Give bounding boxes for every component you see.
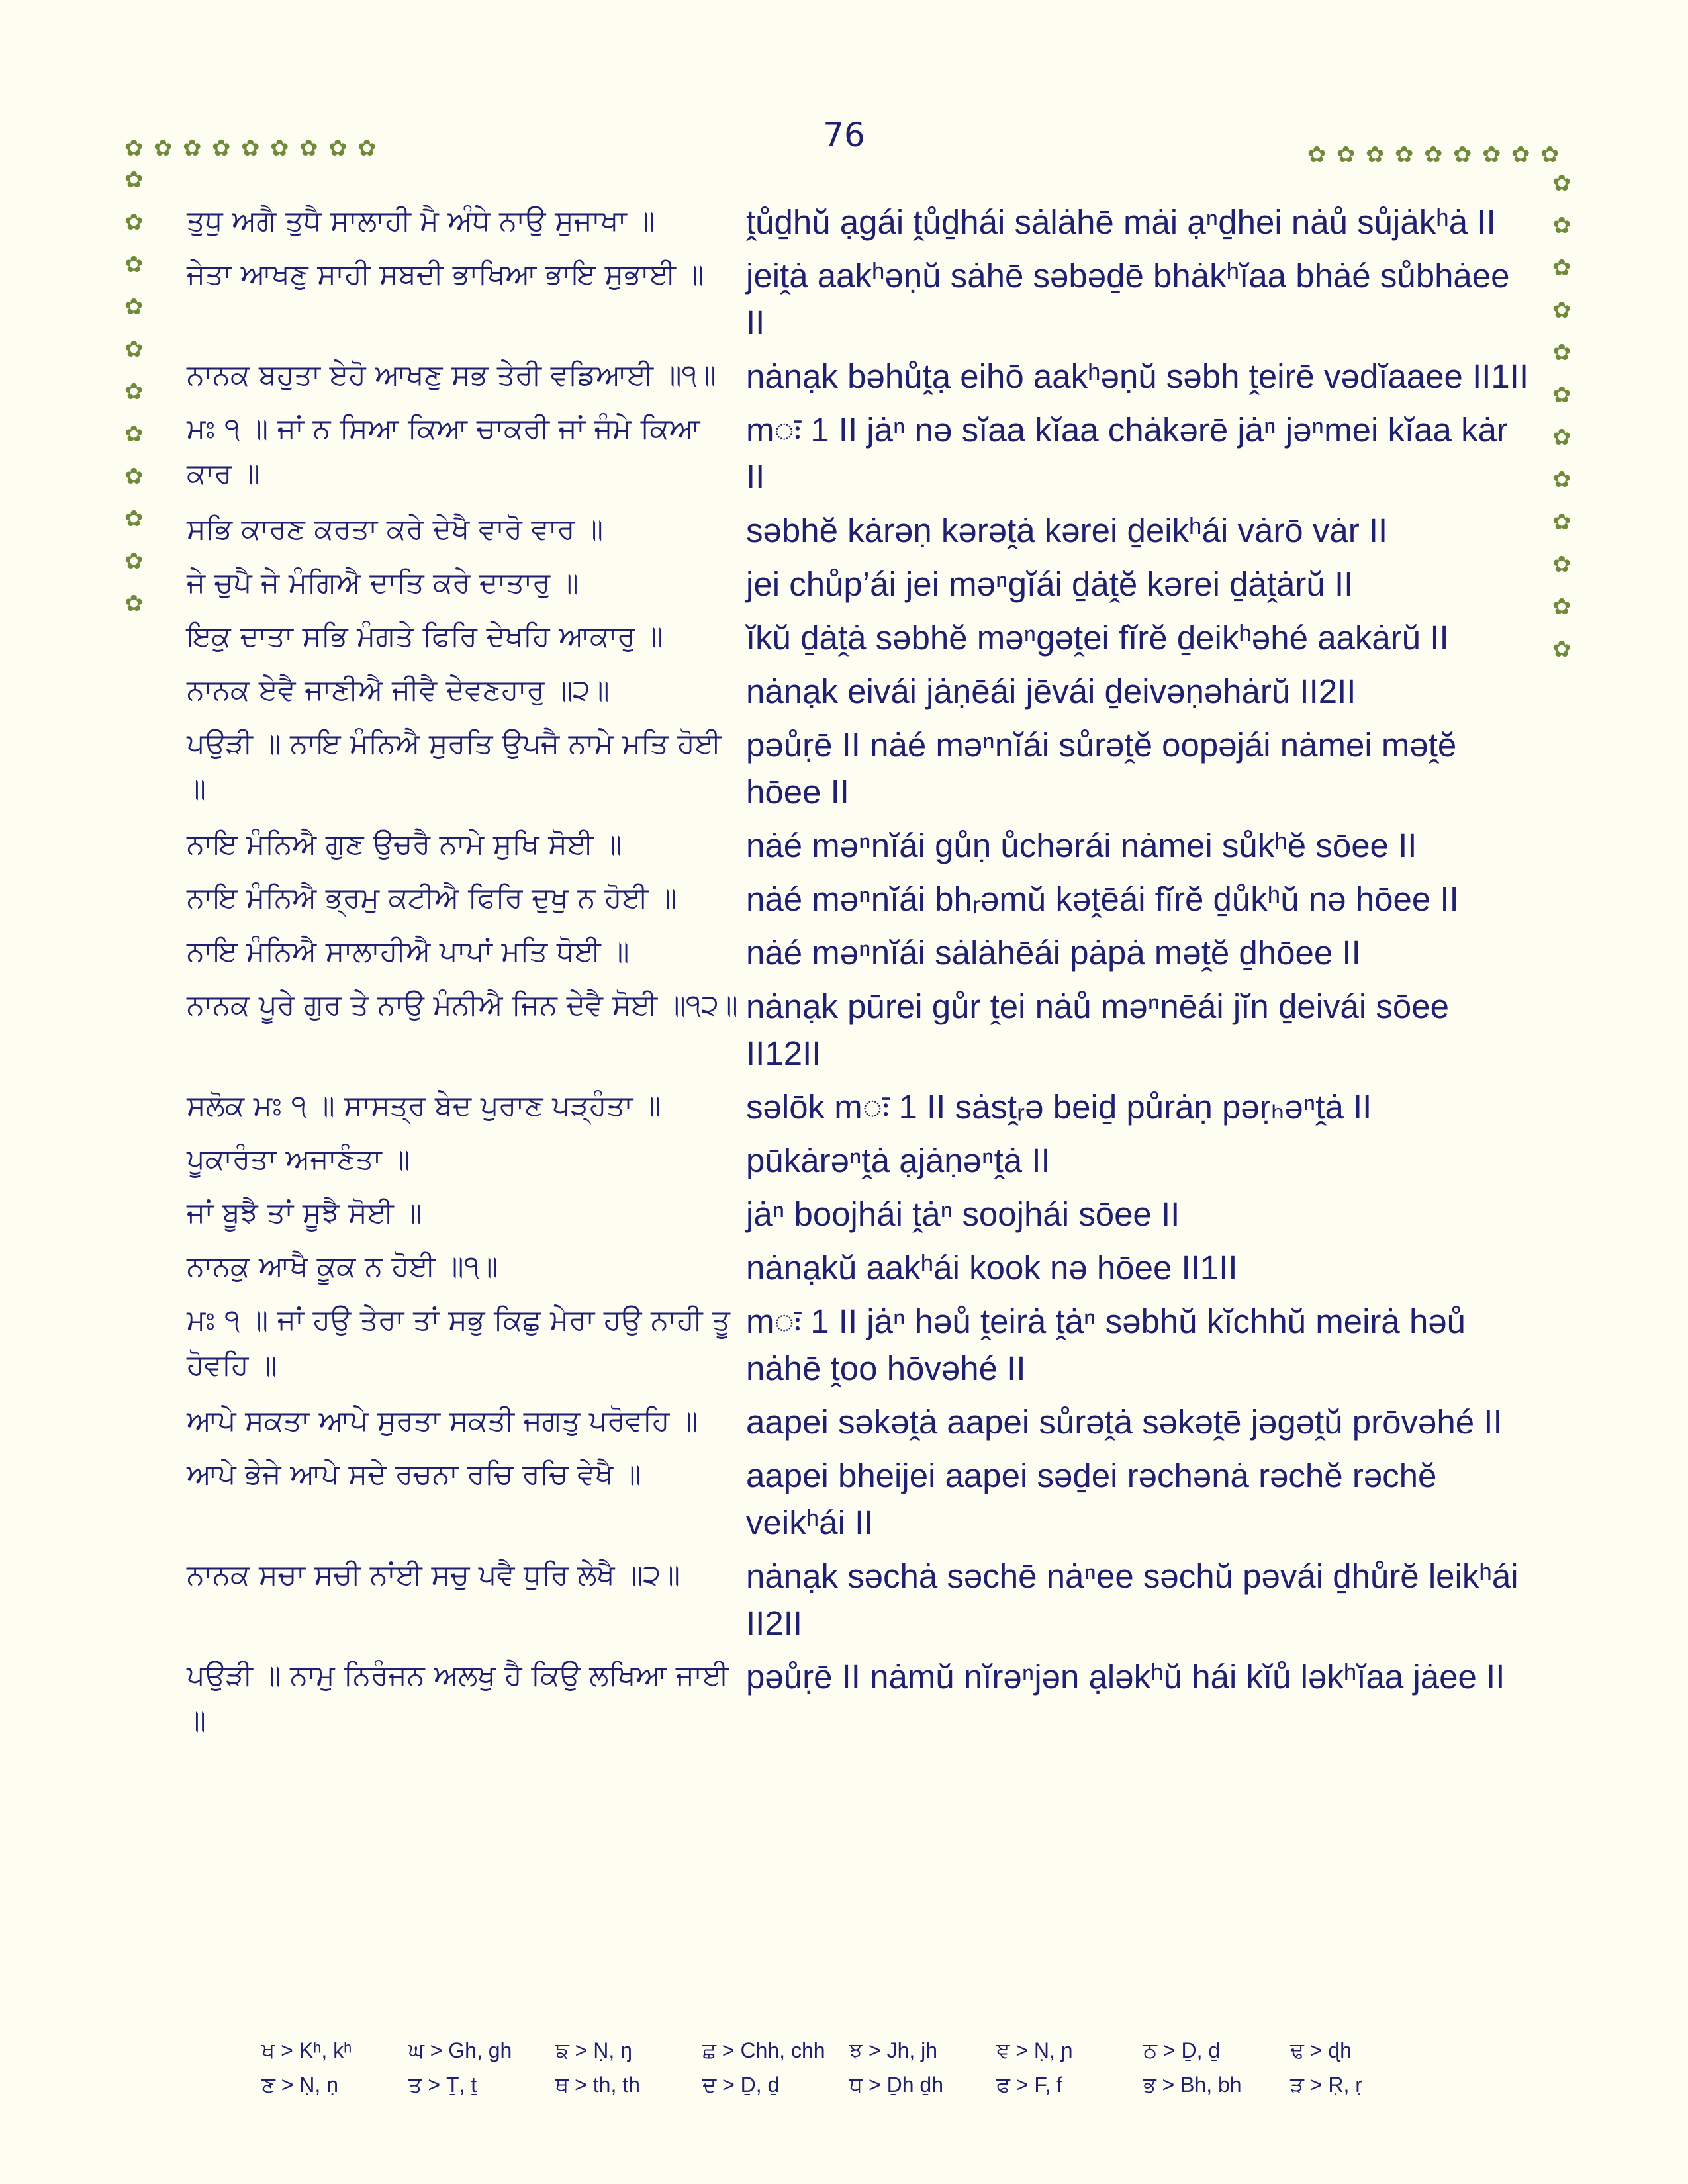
legend-entry: ਝ > Jh, jh xyxy=(849,2038,938,2062)
gurmukhi-line: ਪਉੜੀ ॥ ਨਾਮੁ ਨਿਰੰਜਨ ਅਲਖੁ ਹੈ ਕਿਉ ਲਖਿਆ ਜਾਈ ॥ xyxy=(187,1659,729,1737)
legend-entry: ਥ > th, th xyxy=(555,2073,640,2097)
transliteration-line: ṱůḏhŭ ạgái ṱůḏhái sȧlȧhē mȧi ạⁿḏhei nȧů sůjȧkʰȧ II xyxy=(746,203,1496,241)
legend-entry: ੜ > Ṛ, ṛ xyxy=(1290,2073,1362,2097)
flower-ornament-icon: ✿ xyxy=(124,506,144,532)
flower-ornament-icon: ✿ xyxy=(212,135,231,161)
verse-row xyxy=(187,1553,1530,1647)
verse-row xyxy=(187,668,1530,715)
gurmukhi-line: ਮਃ ੧ ॥ ਜਾਂ ਹਉ ਤੇਰਾ ਤਾਂ ਸਭੁ ਕਿਛੁ ਮੇਰਾ ਹਉ ਨਾਹੀ ਤੂ ਹੋਵਹਿ ॥ xyxy=(187,1304,730,1382)
flower-ornament-icon: ✿ xyxy=(357,135,377,161)
transliteration-line: aapei bheijei aapei səḏei rəchənȧ rəchĕ rəchĕ veikʰái II xyxy=(746,1457,1437,1541)
legend-entry: ਘ > Gh, gh xyxy=(408,2038,512,2062)
flower-ornament-icon: ✿ xyxy=(154,135,173,161)
flower-ornament-icon: ✿ xyxy=(1552,255,1571,281)
gurmukhi-line: ਪਉੜੀ ॥ ਨਾਇ ਮੰਨਿਐ ਸੁਰਤਿ ਉਪਜੈ ਨਾਮੇ ਮਤਿ ਹੋਈ ॥ xyxy=(187,727,722,805)
flower-ornament-icon: ✿ xyxy=(124,548,144,574)
transliteration-line: səlōk mः 1 II sȧsṱᵣə beiḏ půrȧṇ pəṛₕəⁿṱȧ II xyxy=(746,1088,1372,1126)
gurmukhi-line: ਨਾਇ ਮੰਨਿਐ ਗੁਣ ਉਚਰੈ ਨਾਮੇ ਸੁਖਿ ਸੋਈ ॥ xyxy=(187,828,622,861)
flower-ornament-icon: ✿ xyxy=(183,135,202,161)
legend-entry: ਠ > Ḏ, ḏ xyxy=(1143,2038,1221,2062)
gurmukhi-line: ਨਾਨਕ ਬਹੁਤਾ ਏਹੋ ਆਖਣੁ ਸਭ ਤੇਰੀ ਵਡਿਆਈ ॥੧॥ xyxy=(187,359,716,392)
legend-entry: ਤ > Ṯ, ṯ xyxy=(408,2073,477,2097)
flower-ornament-icon: ✿ xyxy=(1552,340,1571,366)
flower-ornament-icon: ✿ xyxy=(124,379,144,405)
flower-ornament-icon: ✿ xyxy=(1552,212,1571,239)
legend-entry: ਧ > Ḏh ḏh xyxy=(849,2073,944,2097)
flower-ornament-icon: ✿ xyxy=(1511,142,1530,168)
legend-row xyxy=(261,2073,1453,2098)
transliteration-line: pəůṛē II nȧmŭ nĭrəⁿjən ạləkʰŭ hái kĭů ləkʰĭaa jȧee II xyxy=(746,1658,1505,1696)
gurmukhi-line: ਨਾਨਕੁ ਆਖੈ ਕੂਕ ਨ ਹੋਈ ॥੧॥ xyxy=(187,1250,498,1283)
gurmukhi-line: ਨਾਇ ਮੰਨਿਐ ਸਾਲਾਹੀਐ ਪਾਪਾਂ ਮਤਿ ਧੋਈ ॥ xyxy=(187,935,630,968)
transliteration-line: ĭkŭ ḏȧṱȧ səbhĕ məⁿgəṱei fĭrĕ ḏeikʰəhé aakȧrŭ II xyxy=(746,619,1449,657)
verse-row xyxy=(187,876,1530,923)
gurmukhi-line: ਜੇ ਚੁਪੈ ਜੇ ਮੰਗਿਐ ਦਾਤਿ ਕਰੇ ਦਾਤਾਰੁ ॥ xyxy=(187,567,579,600)
legend-entry: ਙ > Ṇ, ŋ xyxy=(555,2038,632,2062)
legend-entry: ਛ > Chh, chh xyxy=(702,2038,825,2062)
flower-ornament-icon: ✿ xyxy=(124,463,144,490)
verse-row xyxy=(187,1398,1530,1445)
gurmukhi-line: ਨਾਨਕ ਸਚਾ ਸਚੀ ਨਾਂਈ ਸਚੁ ਪਵੈ ਧੁਰਿ ਲੇਖੈ ॥੨॥ xyxy=(187,1559,680,1592)
flower-ornament-icon: ✿ xyxy=(1552,594,1571,620)
transliteration-line: səbhĕ kȧrəṇ kərəṱȧ kərei ḏeikʰái vȧrō vȧr II xyxy=(746,512,1388,549)
flower-ornament-icon: ✿ xyxy=(1395,142,1414,168)
flower-ornament-icon: ✿ xyxy=(124,294,144,320)
transliteration-line: pūkȧrəⁿṱȧ ạjȧṇəⁿṱȧ II xyxy=(746,1142,1051,1179)
flower-ornament-icon: ✿ xyxy=(1552,551,1571,578)
legend-entry: ਞ > Ṇ, ɲ xyxy=(996,2038,1073,2062)
transliteration-line: nȧnạk səchȧ səchē nȧⁿee səchŭ pəvái ḏhůrĕ leikʰái II2II xyxy=(746,1557,1519,1642)
transliteration-line: jei chůp’ái jei məⁿgĭái ḏȧṱĕ kərei ḏȧṱȧrŭ II xyxy=(746,565,1354,603)
flower-ornament-icon: ✿ xyxy=(1552,467,1571,493)
flower-ornament-icon: ✿ xyxy=(1366,142,1385,168)
flower-ornament-icon: ✿ xyxy=(1453,142,1472,168)
transliteration-line: nȧnạkŭ aakʰái kook nə hōee II1II xyxy=(746,1249,1238,1287)
transliteration-line: nȧé məⁿnĭái sȧlȧhēái pȧpȧ məṱĕ ḏhōee II xyxy=(746,934,1361,972)
transliteration-line: aapei səkəṱȧ aapei sůrəṱȧ səkəṱē jəgəṱŭ prōvəhé II xyxy=(746,1403,1503,1441)
flower-ornament-icon: ✿ xyxy=(241,135,260,161)
verse-row xyxy=(187,1298,1530,1392)
verse-row xyxy=(187,1137,1530,1184)
legend-entry: ਣ > Ṇ, ṇ xyxy=(261,2073,338,2097)
flower-ornament-icon: ✿ xyxy=(270,135,289,161)
verse-row xyxy=(187,1653,1530,1743)
flower-ornament-icon: ✿ xyxy=(1552,509,1571,535)
verse-row xyxy=(187,614,1530,661)
transliteration-line: jeiṱȧ aakʰəṇŭ sȧhē səbəḏē bhȧkʰĭaa bhȧé sůbhȧee II xyxy=(746,257,1510,341)
gurmukhi-line: ਆਪੇ ਭੇਜੇ ਆਪੇ ਸਦੇ ਰਚਨਾ ਰਚਿ ਰਚਿ ਵੇਖੈ ॥ xyxy=(187,1458,641,1491)
flower-ornament-icon: ✿ xyxy=(1540,142,1560,168)
flower-ornament-icon: ✿ xyxy=(124,167,144,193)
verse-row xyxy=(187,406,1530,500)
transliteration-line: nȧnạk eivái jȧṇēái jēvái ḏeivəṇəhȧrŭ II2II xyxy=(746,672,1356,710)
page-number: 76 xyxy=(823,116,865,154)
legend-row xyxy=(261,2038,1453,2064)
verse-row xyxy=(187,1083,1530,1130)
verse-row xyxy=(187,929,1530,976)
legend-entry: ਖ > Kʰ, kʰ xyxy=(261,2038,352,2062)
transliteration-line: jȧⁿ boojhái ṱȧⁿ soojhái sōee II xyxy=(746,1195,1180,1233)
flower-ornament-icon: ✿ xyxy=(124,421,144,447)
flower-ornament-icon: ✿ xyxy=(1552,424,1571,451)
legend-entry: ਢ > ɖh xyxy=(1290,2038,1352,2062)
gurmukhi-line: ਸਭਿ ਕਾਰਣ ਕਰਤਾ ਕਰੇ ਦੇਖੈ ਵਾਰੋ ਵਾਰ ॥ xyxy=(187,513,604,546)
flower-ornament-icon: ✿ xyxy=(124,251,144,278)
gurmukhi-line: ਨਾਇ ਮੰਨਿਐ ਭ੍ਰਮੁ ਕਟੀਐ ਫਿਰਿ ਦੁਖੁ ਨ ਹੋਈ ॥ xyxy=(187,882,677,915)
legend-entry: ਦ > Ḏ, ḏ xyxy=(702,2073,780,2097)
flower-ornament-icon: ✿ xyxy=(1424,142,1443,168)
flower-ornament-icon: ✿ xyxy=(1552,382,1571,408)
legend-entry: ਫ > F, f xyxy=(996,2073,1063,2097)
gurmukhi-line: ਇਕੁ ਦਾਤਾ ਸਭਿ ਮੰਗਤੇ ਫਿਰਿ ਦੇਖਹਿ ਆਕਾਰੁ ॥ xyxy=(187,620,663,653)
flower-ornament-icon: ✿ xyxy=(124,135,144,161)
transliteration-line: nȧnạk bəhůṱạ eihō aakʰəṇŭ səbh ṱeirē vədĭaaee II1II xyxy=(746,357,1529,395)
flower-ornament-icon: ✿ xyxy=(1552,636,1571,662)
transliteration-line: nȧé məⁿnĭái bhᵣəmŭ kəṱēái fĭrĕ ḏůkʰŭ nə hōee II xyxy=(746,880,1459,918)
flower-ornament-icon: ✿ xyxy=(1552,170,1571,197)
gurmukhi-line: ਨਾਨਕ ਪੂਰੇ ਗੁਰ ਤੇ ਨਾਉ ਮੰਨੀਐ ਜਿਨ ਦੇਵੈ ਸੋਈ ॥੧੨॥ xyxy=(187,989,738,1022)
gurmukhi-line: ਤੁਧੁ ਅਗੈ ਤੁਧੈ ਸਾਲਾਹੀ ਮੈ ਅੰਧੇ ਨਾਉ ਸੁਜਾਖਾ ॥ xyxy=(187,205,655,238)
verse-table xyxy=(187,199,1530,1750)
flower-ornament-icon: ✿ xyxy=(124,590,144,617)
transliteration-line: mः 1 II jȧⁿ nə sĭaa kĭaa chȧkərē jȧⁿ jəⁿmei kĭaa kȧr II xyxy=(746,411,1508,496)
verse-row xyxy=(187,1191,1530,1238)
flower-ornament-icon: ✿ xyxy=(124,336,144,363)
verse-row xyxy=(187,507,1530,554)
gurmukhi-line: ਜਾਂ ਬੂਝੈ ਤਾਂ ਸੂਝੈ ਸੋਈ ॥ xyxy=(187,1197,422,1230)
transliteration-line: mः 1 II jȧⁿ həů ṱeirȧ ṱȧⁿ səbhŭ kĭchhŭ meirȧ həů nȧhē ṱoo hōvəhé II xyxy=(746,1302,1466,1387)
transliteration-legend xyxy=(261,2038,1453,2107)
verse-row xyxy=(187,822,1530,869)
transliteration-line: pəůṛē II nȧé məⁿnĭái sůrəṱĕ oopəjái nȧmei məṱĕ hōee II xyxy=(746,726,1457,811)
verse-row xyxy=(187,353,1530,400)
verse-row xyxy=(187,1452,1530,1546)
flower-ornament-icon: ✿ xyxy=(1552,297,1571,324)
verse-row xyxy=(187,983,1530,1077)
flower-ornament-icon: ✿ xyxy=(328,135,348,161)
verse-row xyxy=(187,721,1530,815)
verse-row xyxy=(187,252,1530,346)
flower-ornament-icon: ✿ xyxy=(1482,142,1501,168)
flower-ornament-icon: ✿ xyxy=(299,135,318,161)
verse-row xyxy=(187,1244,1530,1291)
gurmukhi-line: ਮਃ ੧ ॥ ਜਾਂ ਨ ਸਿਆ ਕਿਆ ਚਾਕਰੀ ਜਾਂ ਜੰਮੇ ਕਿਆ ਕਾਰ ॥ xyxy=(187,412,700,490)
legend-entry: ਭ > Bh, bh xyxy=(1143,2073,1242,2097)
gurmukhi-line: ਪੂਕਾਰੰਤਾ ਅਜਾਣੰਤਾ ॥ xyxy=(187,1143,410,1176)
flower-ornament-icon: ✿ xyxy=(124,209,144,236)
gurmukhi-line: ਆਪੇ ਸਕਤਾ ਆਪੇ ਸੁਰਤਾ ਸਕਤੀ ਜਗਤੁ ਪਰੋਵਹਿ ॥ xyxy=(187,1404,698,1437)
transliteration-line: nȧnạk pūrei gůr ṱei nȧů məⁿnēái jĭn ḏeivái sōee II12II xyxy=(746,987,1449,1072)
gurmukhi-line: ਜੇਤਾ ਆਖਣੁ ਸਾਹੀ ਸਬਦੀ ਭਾਖਿਆ ਭਾਇ ਸੁਭਾਈ ॥ xyxy=(187,258,704,291)
gurmukhi-line: ਨਾਨਕ ਏਵੈ ਜਾਣੀਐ ਜੀਵੈ ਦੇਵਣਹਾਰੁ ॥੨॥ xyxy=(187,674,610,707)
gurmukhi-line: ਸਲੋਕ ਮਃ ੧ ॥ ਸਾਸਤ੍ਰ ਬੇਦ ਪੁਰਾਣ ਪੜ੍ਹੰਤਾ ॥ xyxy=(187,1089,661,1122)
transliteration-line: nȧé məⁿnĭái gůṇ ůchərái nȧmei sůkʰĕ sōee II xyxy=(746,827,1417,864)
flower-ornament-icon: ✿ xyxy=(1336,142,1356,168)
verse-row xyxy=(187,561,1530,608)
verse-row xyxy=(187,199,1530,246)
flower-ornament-icon: ✿ xyxy=(1307,142,1327,168)
